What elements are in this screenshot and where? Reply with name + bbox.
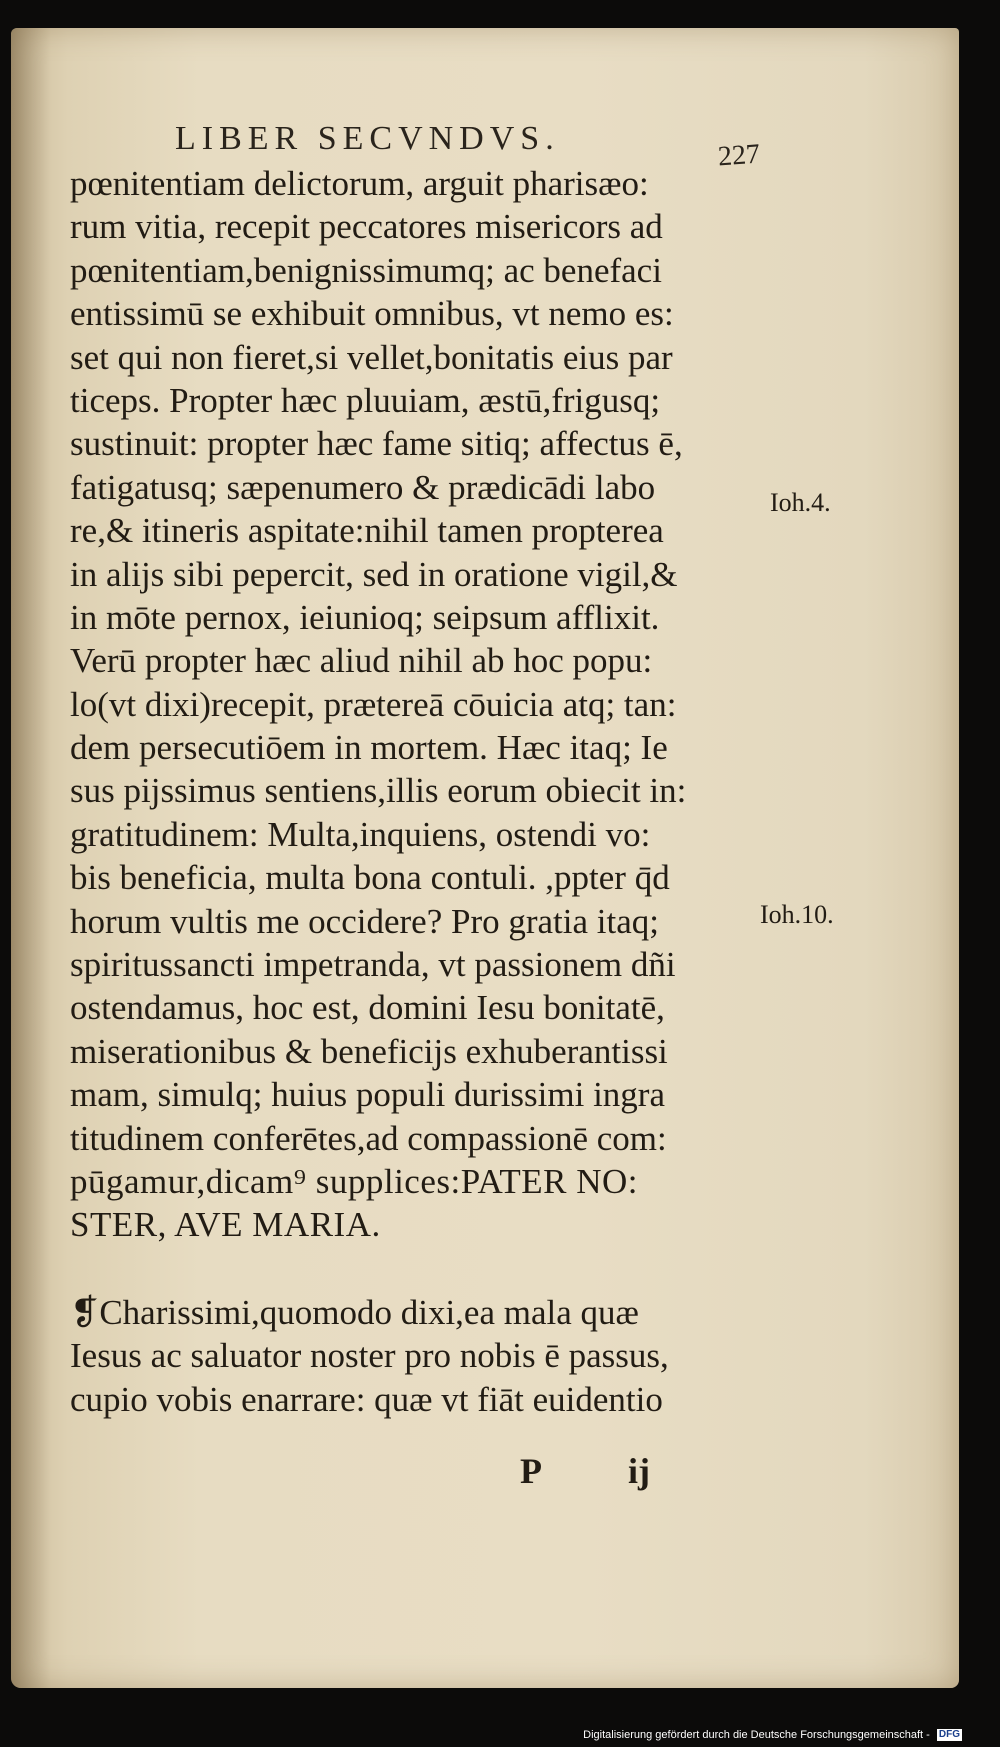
text-line: miserationibus & beneficijs exhuberantissi	[70, 1031, 668, 1071]
text-line: sustinuit: propter hæc fame sitiq; affectus ē,	[70, 424, 683, 464]
text-line: ticeps. Propter hæc pluuiam, æstū,frigusq;	[70, 380, 661, 420]
text-line: re,& itineris aspitate:nihil tamen propterea	[70, 511, 664, 551]
text-line: lo(vt dixi)recepit, prætereā cōuicia atq; tan:	[70, 684, 677, 724]
text-line: pœnitentiam delictorum, arguit pharisæo:	[70, 164, 649, 203]
signature-letter: P	[520, 1451, 542, 1491]
text-line: mam, simulq; huius populi durissimi ingra	[70, 1075, 665, 1115]
gutter-shadow	[11, 28, 51, 1688]
text-line: entissimū se exhibuit omnibus, vt nemo es:	[70, 294, 674, 334]
marginal-note: Ioh.4.	[770, 488, 831, 517]
text-line: in mōte pernox, ieiunioq; seipsum afflixit.	[70, 597, 660, 637]
text-line: spiritussancti impetranda, vt passionem dñi	[70, 945, 676, 985]
text-line: sus pijssimus sentiens,illis eorum obiecit in:	[70, 771, 687, 811]
text-line: titudinem conferētes,ad compassionē com:	[70, 1118, 667, 1158]
text-line: Iesus ac saluator noster pro nobis ē passus,	[70, 1336, 669, 1376]
credit-text: Digitalisierung gefördert durch die Deutsche Forschungsgemeinschaft -	[583, 1728, 930, 1741]
main-text-block	[70, 162, 770, 1421]
paragraph-gap	[70, 1247, 770, 1291]
text-line: STER, AVE MARIA.	[70, 1205, 381, 1245]
marginal-note: Ioh.10.	[760, 900, 834, 929]
text-line: set qui non fieret,si vellet,bonitatis eius par	[70, 337, 673, 377]
dfg-logo: DFG	[938, 1729, 960, 1740]
text-line: dem persecutiōem in mortem. Hæc itaq; Ie	[70, 728, 668, 768]
text-line: rum vitia, recepit peccatores misericors ad	[70, 207, 663, 247]
text-line: pœnitentiam,benignissimumq; ac benefaci	[70, 250, 662, 290]
text-line: cupio vobis enarrare: quæ vt fiāt euidentio	[70, 1379, 663, 1419]
text-line: ostendamus, hoc est, domini Iesu bonitatē,	[70, 988, 665, 1028]
digitization-credit	[583, 1729, 962, 1741]
folio-number: 227	[716, 138, 761, 173]
text-line: Verū propter hæc aliud nihil ab hoc popu:	[70, 641, 653, 681]
text-line: pūgamur,dicam⁹ supplices:PATER NO:	[70, 1161, 638, 1201]
text-line: in alijs sibi pepercit, sed in oratione vigil,&	[70, 554, 678, 594]
text-line: gratitudinem: Multa,inquiens, ostendi vo:	[70, 814, 651, 854]
signature-number: ij	[628, 1451, 650, 1491]
text-line: fatigatusq; sæpenumero & prædicādi labo	[70, 467, 656, 507]
running-head: LIBER SECVNDVS.	[175, 120, 560, 157]
text-line: horum vultis me occidere? Pro gratia itaq;	[70, 901, 659, 941]
text-line: ❡Charissimi,quomodo dixi,ea mala quæ	[70, 1292, 639, 1332]
text-line: bis beneficia, multa bona contuli. ,ppter q̄d	[70, 858, 670, 898]
